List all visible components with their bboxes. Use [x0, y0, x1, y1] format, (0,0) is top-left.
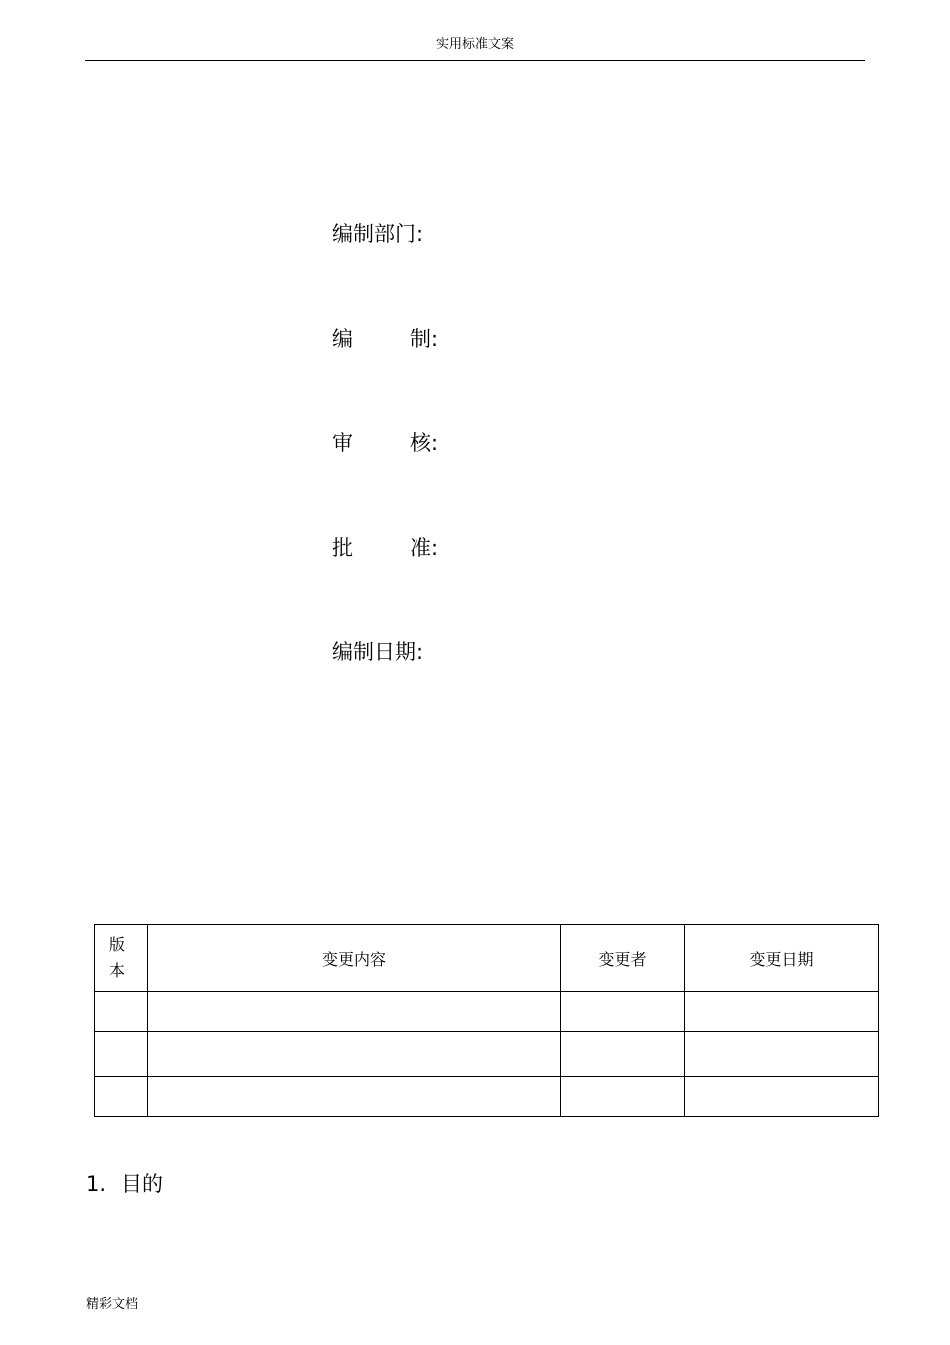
- field-approver: [332, 534, 438, 562]
- cell-change-date: [685, 1077, 879, 1117]
- field-compiler-label-last: 制:: [410, 327, 439, 351]
- cell-version: [95, 1077, 148, 1117]
- cell-change-content: [148, 1077, 561, 1117]
- cell-change-date: [685, 992, 879, 1032]
- field-approver-label-first: 批: [332, 536, 353, 560]
- field-compiler-label-first: 编: [332, 327, 353, 351]
- field-reviewer-label-first: 审: [332, 431, 353, 455]
- cell-change-content: [148, 1032, 561, 1077]
- header-rule: [85, 60, 865, 61]
- cell-version: [95, 992, 148, 1032]
- header-changer: 变更者: [561, 925, 685, 992]
- section-heading: [86, 1170, 163, 1198]
- header-version: [95, 925, 148, 992]
- cell-version: [95, 1032, 148, 1077]
- field-approver-label-last: 准:: [410, 536, 439, 560]
- section-number: 1.: [86, 1172, 107, 1196]
- revision-table-header-row: [95, 925, 879, 992]
- table-row: [95, 1077, 879, 1117]
- field-department: [332, 220, 423, 248]
- page-header: 实用标准文案: [435, 37, 514, 52]
- table-row: [95, 992, 879, 1032]
- field-date: [332, 638, 423, 666]
- header-change-date: 变更日期: [685, 925, 879, 992]
- cell-change-content: [148, 992, 561, 1032]
- field-reviewer: [332, 429, 438, 457]
- header-version-line2: 本: [109, 961, 126, 980]
- header-change-content: 变更内容: [148, 925, 561, 992]
- page-footer: 精彩文档: [86, 1297, 139, 1312]
- field-compiler: [332, 325, 438, 353]
- cell-changer: [561, 1032, 685, 1077]
- cell-change-date: [685, 1032, 879, 1077]
- field-date-label: 编制日期:: [332, 640, 424, 664]
- field-reviewer-label-last: 核:: [410, 431, 439, 455]
- revision-table: [94, 924, 879, 1117]
- table-row: [95, 1032, 879, 1077]
- header-version-line1: 版: [109, 935, 126, 954]
- cell-changer: [561, 1077, 685, 1117]
- section-title: 目的: [121, 1172, 163, 1196]
- cell-changer: [561, 992, 685, 1032]
- field-department-label: 编制部门:: [332, 222, 424, 246]
